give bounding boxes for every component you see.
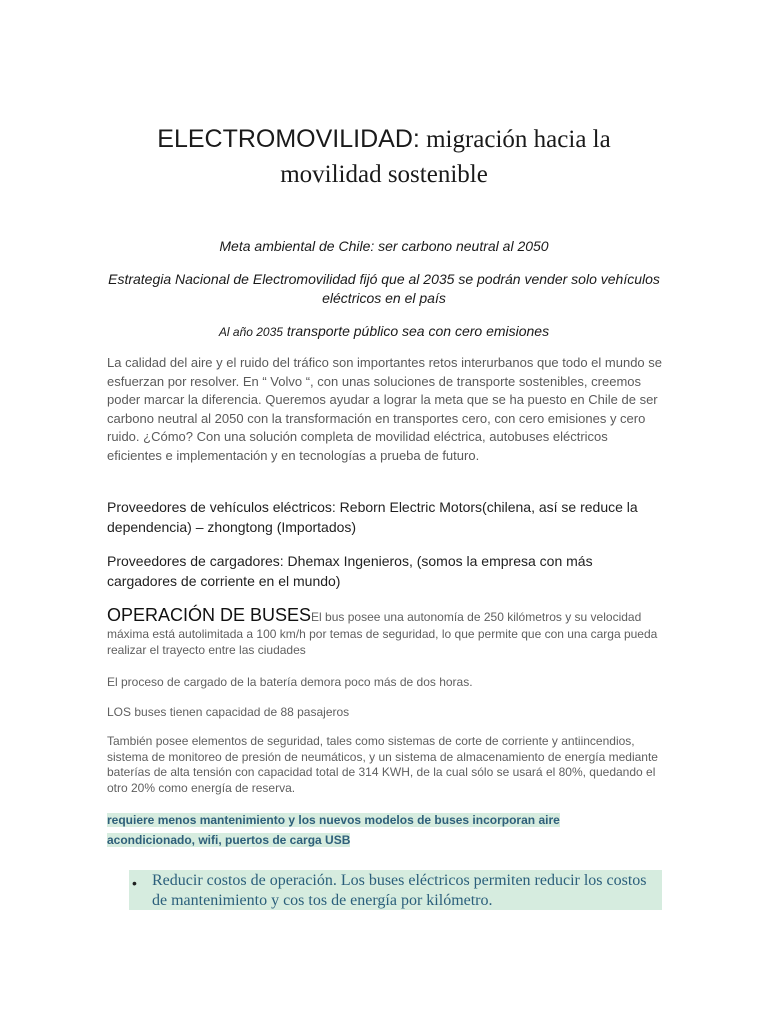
strategy-line: Estrategia Nacional de Electromovilidad fijó que al 2035 se podrán vender solo vehículos eléctricos en el país — [108, 271, 660, 306]
meta-line: Meta ambiental de Chile: ser carbono neutral al 2050 — [219, 238, 549, 254]
year-rest: transporte público sea con cero emisiones — [282, 323, 550, 339]
operations-section — [107, 604, 663, 658]
title-rest: migración hacia la — [419, 126, 611, 153]
charging-process: El proceso de cargado de la batería demora poco más de dos horas. — [107, 675, 473, 689]
intro-paragraph: La calidad del aire y el ruido del tráfico son importantes retos interurbanos que todo el mundo se esfuerzan por resolver. En “ Volvo “, con unas soluciones de transporte sostenibles, creemos poder marcar la diferencia. Queremos ayudar a lograr la meta que se ha puesto en Chile de ser carbono neutral al 2050 con la transformación en transportes cero, con cero emisiones y cero ruido. ¿Cómo? Con una solución completa de movilidad eléctrica, autobuses eléctricos eficientes e implementación y en tecnologías a prueba de futuro. — [107, 355, 662, 463]
title-keyword: ELECTROMOVILIDAD: — [157, 125, 420, 153]
highlight-note — [107, 810, 647, 850]
providers-chargers: Proveedores de cargadores: Dhemax Ingenieros, (somos la empresa con más cargadores de corriente en el mundo) — [107, 553, 593, 589]
title-line-2: movilidad sostenible — [280, 161, 488, 188]
operations-heading: OPERACIÓN DE BUSES — [107, 605, 312, 625]
bullet-item: Reducir costos de operación. Los buses eléctricos permiten reducir los costos de mantenimiento y cos tos de energía por kilómetro. — [152, 872, 647, 909]
capacity-line: LOS buses tienen capacidad de 88 pasajeros — [107, 705, 350, 719]
year-line — [108, 321, 660, 342]
safety-paragraph: También posee elementos de seguridad, tales como sistemas de corte de corriente y antiincendios, sistema de monitoreo de presión de neumáticos, y un sistema de almacenamiento de energía mediante baterías de alta tensión con capacidad total de 314 KWH, de la cual sólo se usará el 80%, quedando el otro 20% como energía de reserva. — [107, 734, 658, 795]
operations-text: El bus posee una autonomía de 250 kilómetros y su velocidad máxima está autolimitada a 100 km/h por temas de seguridad, lo que permite que con una carga pueda realizar el trayecto entre las ciudades — [107, 610, 658, 657]
year-prefix: Al año 2035 — [218, 325, 283, 339]
document-title — [0, 122, 768, 192]
highlight-text: requiere menos mantenimiento y los nuevos modelos de buses incorporan aire acondicionado, wifi, puertos de carga USB — [107, 813, 560, 847]
providers-vehicles: Proveedores de vehículos eléctricos: Reborn Electric Motors(chilena, así se reduce la dependencia) – zhongtong (Importados) — [107, 499, 638, 535]
bullet-icon: • — [132, 875, 137, 891]
